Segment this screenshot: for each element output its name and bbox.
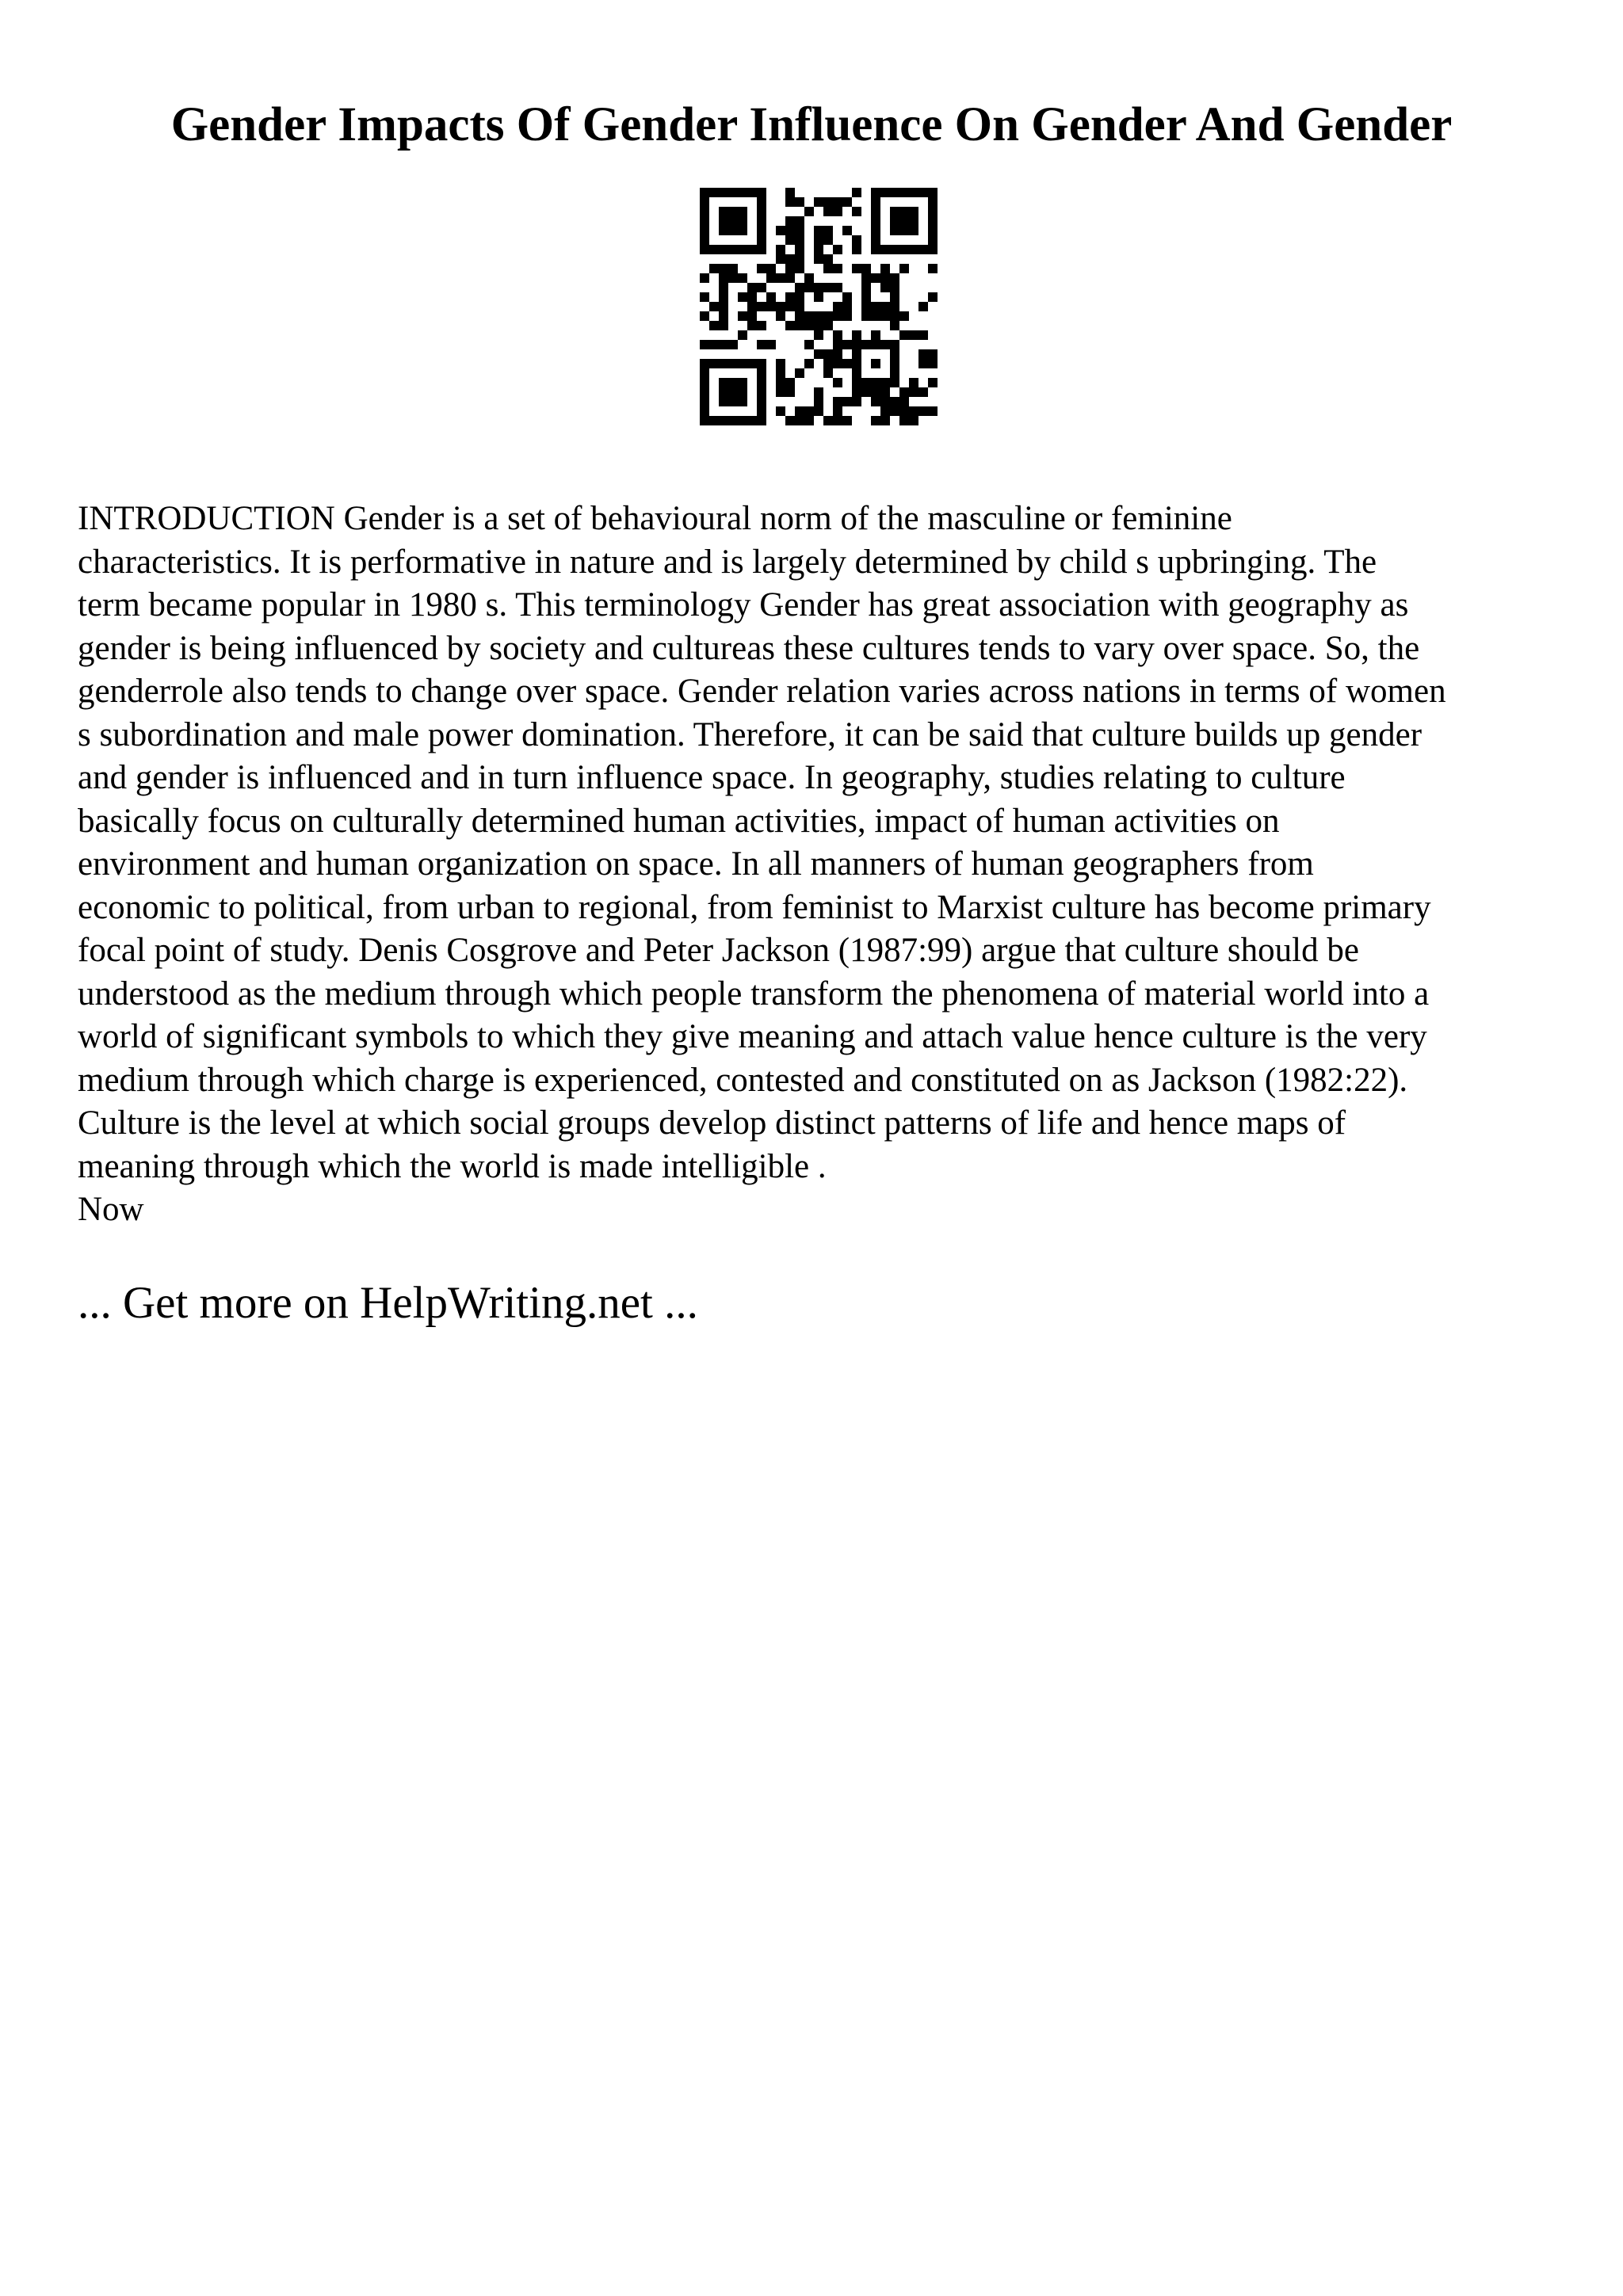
- body-line: term became popular in 1980 s. This terminology Gender has great association with geography as: [78, 586, 1409, 624]
- body-line: and gender is influenced and in turn influence space. In geography, studies relating to culture: [78, 759, 1346, 796]
- body-line: Culture is the level at which social groups develop distinct patterns of life and hence maps of: [78, 1104, 1346, 1142]
- body-line: world of significant symbols to which they give meaning and attach value hence culture is the very: [78, 1018, 1427, 1055]
- body-line: genderrole also tends to change over space. Gender relation varies across nations in terms of women: [78, 673, 1446, 710]
- body-line: environment and human organization on space. In all manners of human geographers from: [78, 845, 1314, 883]
- body-line: meaning through which the world is made intelligible .: [78, 1147, 827, 1185]
- body-line: s subordination and male power domination. Therefore, it can be said that culture builds up gender: [78, 715, 1423, 753]
- body-line: gender is being influenced by society and cultureas these cultures tends to vary over space. So, the: [78, 629, 1420, 667]
- qr-code-icon: [700, 187, 938, 426]
- body-line: economic to political, from urban to regional, from feminist to Marxist culture has become primary: [78, 888, 1431, 926]
- body-line: focal point of study. Denis Cosgrove and Peter Jackson (1987:99) argue that culture should be: [78, 932, 1359, 969]
- page-title: Gender Impacts Of Gender Influence On Gender And Gender: [170, 98, 1453, 151]
- body-line: basically focus on culturally determined human activities, impact of human activities on: [78, 802, 1280, 840]
- body-line: understood as the medium through which people transform the phenomena of material world into a: [78, 974, 1430, 1013]
- get-more-link[interactable]: ... Get more on HelpWriting.net ...: [78, 1278, 698, 1328]
- body-line: characteristics. It is performative in nature and is largely determined by child s upbringing. The: [78, 543, 1377, 581]
- body-line: Now: [78, 1191, 144, 1228]
- body-paragraph: [78, 498, 1568, 1232]
- body-line: INTRODUCTION Gender is a set of behavioural norm of the masculine or feminine: [78, 500, 1232, 537]
- body-line: medium through which charge is experienced, contested and constituted on as Jackson (1982:22).: [78, 1061, 1408, 1099]
